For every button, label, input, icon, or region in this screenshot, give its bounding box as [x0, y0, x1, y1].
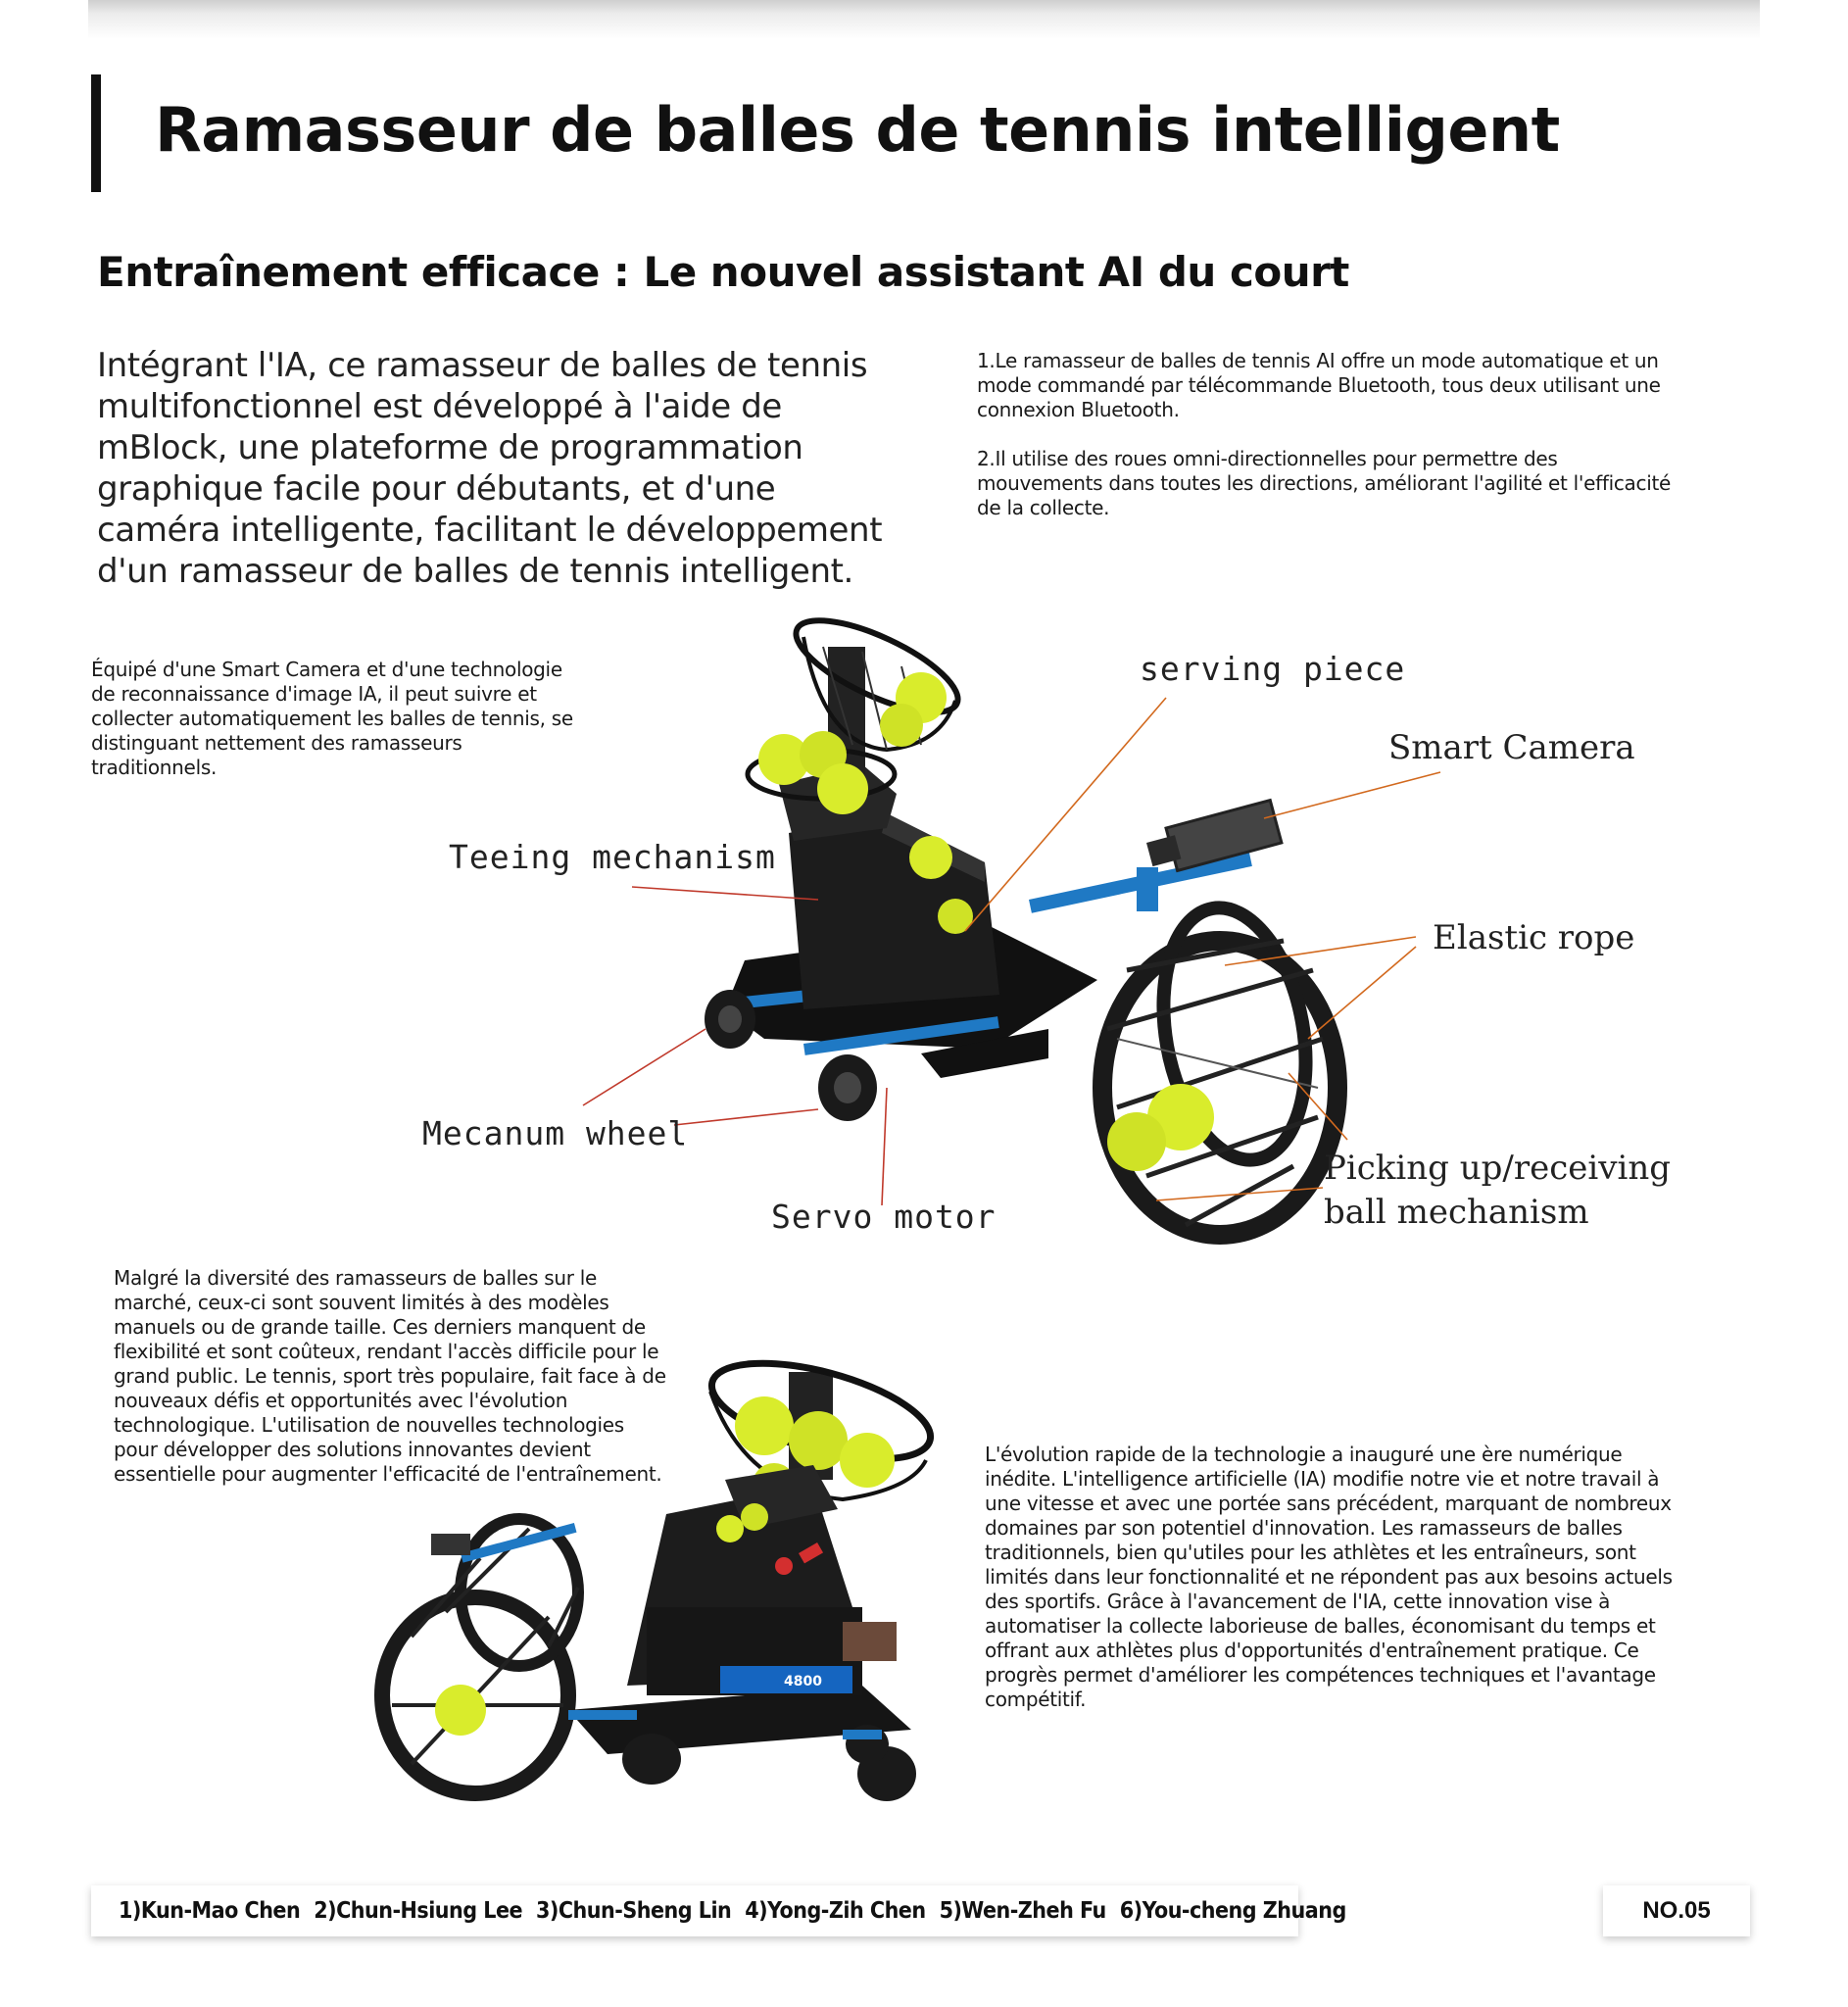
tennis-ball — [789, 1411, 848, 1470]
page-number-badge: NO.05 — [1603, 1885, 1750, 1936]
author-name: 5)Wen-Zheh Fu — [939, 1898, 1106, 1924]
blue-frame-rail — [568, 1710, 637, 1720]
label-picking-mechanism-line1: Picking up/receiving — [1324, 1149, 1672, 1188]
feature-omni-wheels: 2.Il utilise des roues omni-directionnelles pour permettre des mouvements dans toutes les directions, améliorant l'agilité et l'efficacité de la collecte. — [977, 447, 1671, 519]
camera-description: Équipé d'une Smart Camera et d'une technologie de reconnaissance d'image IA, il peut suivre et collecter automatiquement les balles de tennis, se distinguant nettement des ramasseurs traditionnels. — [91, 658, 573, 779]
tennis-ball — [741, 1503, 768, 1531]
smart-camera-module — [431, 1534, 470, 1555]
tennis-ball — [716, 1515, 744, 1542]
electronics-board — [843, 1622, 897, 1661]
label-picking-mechanism-line2: ball mechanism — [1324, 1193, 1589, 1232]
tennis-ball — [840, 1433, 895, 1488]
authors-footer — [91, 1885, 1346, 1936]
battery-label: 4800 — [784, 1674, 822, 1689]
author-name: 1)Kun-Mao Chen — [119, 1898, 301, 1924]
author-name: 3)Chun-Sheng Lin — [536, 1898, 732, 1924]
page-title: Ramasseur de balles de tennis intelligent — [155, 94, 1560, 166]
author-name: 4)Yong-Zih Chen — [745, 1898, 926, 1924]
author-name: 2)Chun-Hsiung Lee — [314, 1898, 523, 1924]
page-subtitle: Entraînement efficace : Le nouvel assistant AI du court — [97, 248, 1349, 296]
tennis-ball — [435, 1685, 486, 1736]
feature-bluetooth: 1.Le ramasseur de balles de tennis AI offre un mode automatique et un mode commandé par télécommande Bluetooth, tous deux utilisant une connexion Bluetooth. — [977, 349, 1661, 421]
label-mecanum-wheel: Mecanum wheel — [422, 1114, 689, 1152]
evolution-paragraph: L'évolution rapide de la technologie a inauguré une ère numérique inédite. L'intelligence artificielle (IA) modifie notre vie et notre travail à une vitesse et avec une portée sans précédent, marquant de nombreux domaines par son potentiel d'innovation. Les ramasseurs de balles traditionnels, bien qu'utiles pour les athlètes et les entraîneurs, sont limités dans leur fonctionnalité et ne répondent pas aux besoins actuels des sportifs. Grâce à l'avancement de l'IA, cette innovation vise à automatiser la collecte laborieuse de balles, économisant du temps et offrant aux athlètes plus d'opportunités d'entraînement pratique. Ce progrès permet d'améliorer les compétences techniques et l'avantage compétitif. — [985, 1443, 1673, 1711]
market-paragraph: Malgré la diversité des ramasseurs de balles sur le marché, ceux-ci sont souvent limités à des modèles manuels ou de grande taille. Ces derniers manquent de flexibilité et sont coûteux, rendant l'accès difficile pour le grand public. Le tennis, sport très populaire, fait face à de nouveaux défis et opportunités avec l'évolution technologique. L'utilisation de nouvelles technologies pour développer des solutions innovantes devient essentielle pour augmenter l'efficacité de l'entraînement. — [114, 1266, 666, 1486]
label-teeing-mechanism: Teeing mechanism — [449, 838, 776, 876]
label-elastic-rope: Elastic rope — [1433, 918, 1635, 957]
tennis-ball — [735, 1396, 794, 1455]
mecanum-wheel — [622, 1734, 681, 1785]
intro-paragraph: Intégrant l'IA, ce ramasseur de balles de tennis multifonctionnel est développé à l'aide de mBlock, une plateforme de programmation graphique facile pour débutants, et d'une caméra intelligente, facilitant le développement d'un ramasseur de balles de tennis intelligent. — [97, 346, 883, 591]
label-smart-camera: Smart Camera — [1388, 728, 1635, 767]
label-servo-motor: Servo motor — [771, 1198, 997, 1236]
author-name: 6)You-cheng Zhuang — [1119, 1898, 1346, 1924]
label-serving-piece: serving piece — [1140, 650, 1406, 688]
